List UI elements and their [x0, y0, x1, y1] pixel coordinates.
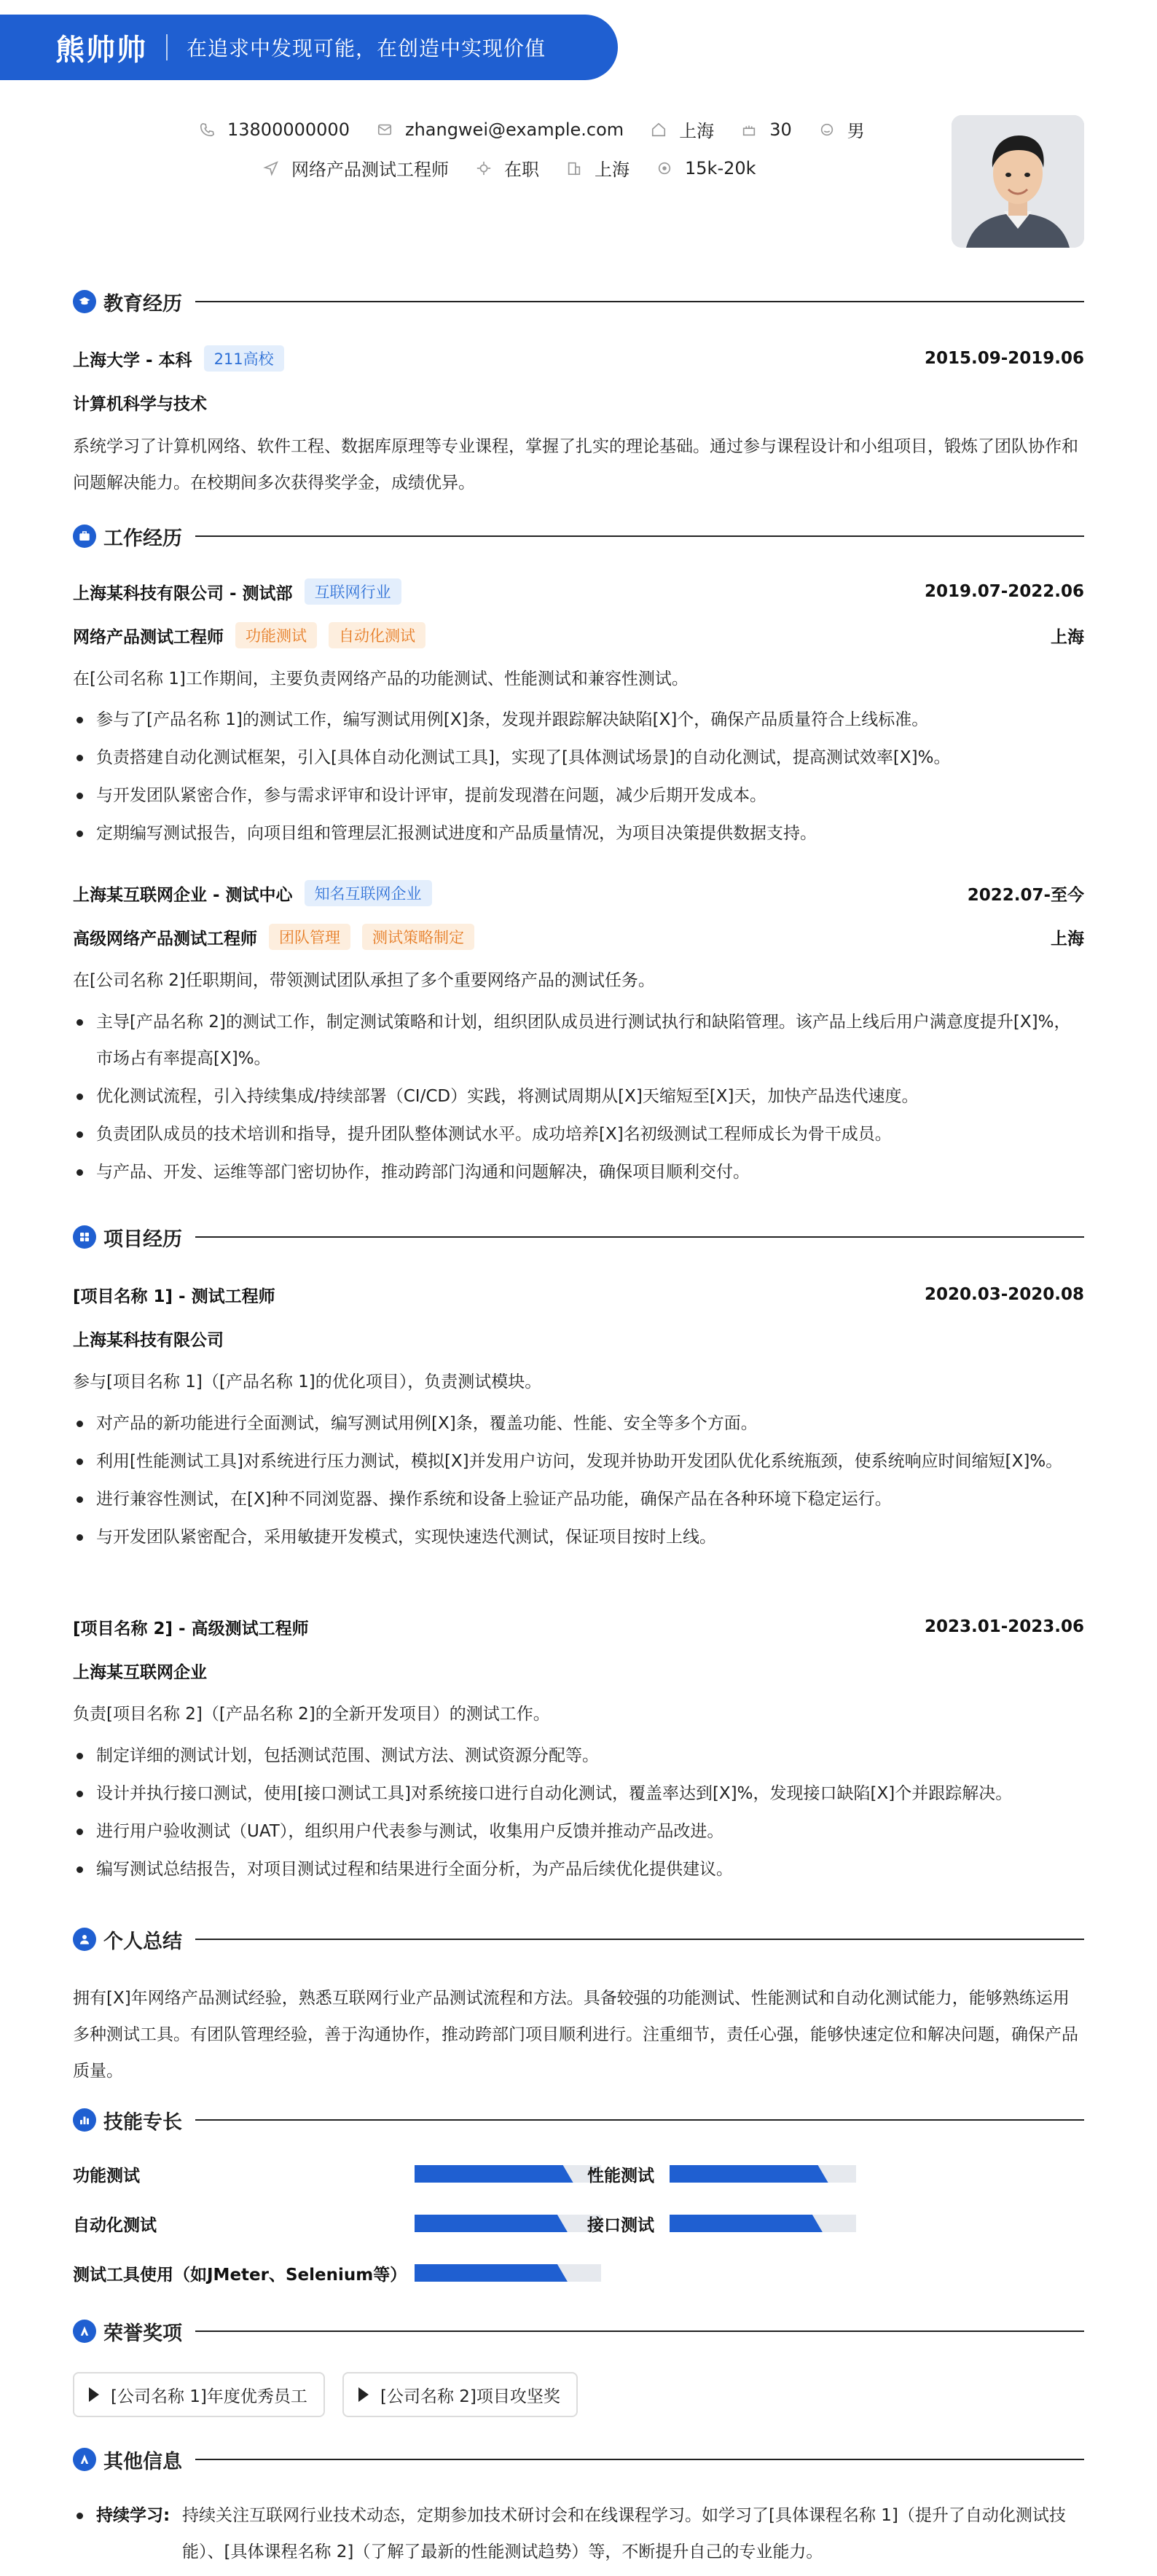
play-triangle-icon [358, 2387, 369, 2402]
section-awards [73, 2317, 1084, 2346]
city-text: 上海 [595, 160, 630, 180]
gender-text: 男 [847, 121, 865, 141]
bar-chart-icon [73, 2108, 96, 2132]
status-icon [474, 158, 494, 178]
header-divider [166, 34, 168, 60]
education-header [73, 344, 1084, 373]
project-company: 上海某科技有限公司 [73, 1330, 224, 1350]
skill-bar [415, 2215, 601, 2232]
education-date: 2015.09-2019.06 [924, 349, 1084, 368]
summary-text: 拥有[X]年网络产品测试经验，熟悉互联网行业产品测试流程和方法。具备较强的功能测试、性能测试和自动化测试能力，能够熟练运用多种测试工具。有团队管理经验，善于沟通协作，推动跨部门项目顺利进行。注重细节，责任心强，能够快速定位和解决问题，确保产品质量。 [73, 1989, 1078, 2081]
graduation-cap-icon [73, 290, 96, 313]
list-item: 设计并执行接口测试，使用[接口测试工具]对系统接口进行自动化测试，覆盖率达到[X]%，发现接口缺陷[X]个并跟踪解决。 [73, 1775, 1084, 1812]
list-item: 参与了[产品名称 1]的测试工作，编写测试用例[X]条，发现并跟踪解决缺陷[X]个，确保产品质量符合上线标准。 [73, 702, 1084, 738]
work-industry-tag: 互联网行业 [305, 578, 401, 605]
project-name: [项目名称 1] - 测试工程师 [73, 1287, 275, 1306]
school-tag: 211高校 [204, 345, 284, 372]
phone-icon [197, 119, 217, 140]
list-item: 与开发团队紧密合作，参与需求评审和设计评审，提前发现潜在问题，减少后期开发成本。 [73, 777, 1084, 814]
education-desc: 系统学习了计算机网络、软件工程、数据库原理等专业课程，掌握了扎实的理论基础。通过参与课程设计和小组项目，锻炼了团队协作和问题解决能力。在校期间多次获得奖学金，成绩优异。 [73, 437, 1078, 492]
section-work [73, 522, 1084, 551]
skill-label: 测试工具使用（如JMeter、Selenium等） [73, 2266, 407, 2285]
award-label: [公司名称 1]年度优秀员工 [111, 2387, 307, 2406]
other-info-item [73, 2497, 1084, 2570]
work-1-title-row [73, 621, 1084, 650]
project-date: 2020.03-2020.08 [924, 1285, 1084, 1304]
project-2-header [73, 1612, 1084, 1641]
skill-fill [670, 2215, 823, 2232]
building-icon [564, 158, 584, 178]
project-1-header [73, 1280, 1084, 1309]
work-industry-tag: 知名互联网企业 [305, 880, 432, 906]
info-icon [73, 2448, 96, 2471]
list-item: 编写测试总结报告，对项目测试过程和结果进行全面分析，为产品后续优化提供建议。 [73, 1851, 1084, 1888]
contact-row [197, 117, 890, 142]
section-divider [195, 301, 1084, 302]
skill-label: 功能测试 [73, 2167, 140, 2186]
briefcase-icon [73, 525, 96, 548]
send-icon [261, 158, 281, 178]
section-title: 荣誉奖项 [103, 2322, 182, 2345]
bullet-dot [77, 2513, 83, 2519]
list-item: 定期编写测试报告，向项目组和管理层汇报测试进度和产品质量情况，为项目决策提供数据支持。 [73, 815, 1084, 852]
list-item: 制定详细的测试计划，包括测试范围、测试方法、测试资源分配等。 [73, 1737, 1084, 1774]
project-1-company-row [73, 1324, 1084, 1353]
work-date: 2019.07-2022.06 [924, 582, 1084, 601]
age-icon [739, 119, 759, 140]
slogan: 在追求中发现可能，在创造中实现价值 [187, 36, 546, 60]
section-title: 其他信息 [103, 2450, 182, 2473]
project-name: [项目名称 2] - 高级测试工程师 [73, 1619, 309, 1638]
list-item: 负责团队成员的技术培训和指导，提升团队整体测试水平。成功培养[X]名初级测试工程师成长为骨干成员。 [73, 1116, 1084, 1152]
list-item: 与产品、开发、运维等部门密切协作，推动跨部门沟通和问题解决，确保项目顺利交付。 [73, 1154, 1084, 1190]
list-item: 对产品的新功能进行全面测试，编写测试用例[X]条，覆盖功能、性能、安全等多个方面。 [73, 1405, 1084, 1442]
section-divider [195, 1939, 1084, 1940]
award-label: [公司名称 2]项目攻坚奖 [380, 2387, 560, 2406]
list-item: 进行兼容性测试，在[X]种不同浏览器、操作系统和设备上验证产品功能，确保产品在各种环境下稳定运行。 [73, 1481, 1084, 1517]
work-skill-tag: 测试策略制定 [362, 924, 474, 950]
avatar-photo [952, 115, 1084, 248]
work-date: 2022.07-至今 [967, 885, 1084, 905]
skill-bar [670, 2165, 856, 2183]
work-company: 上海某科技有限公司 - 测试部 [73, 584, 293, 603]
section-divider [195, 2119, 1084, 2121]
salary-icon [654, 158, 675, 178]
list-item: 与开发团队紧密配合，采用敏捷开发模式，实现快速迭代测试，保证项目按时上线。 [73, 1519, 1084, 1555]
project-intro: 参与[项目名称 1]（[产品名称 1]的优化项目），负责测试模块。 [73, 1373, 542, 1391]
skill-fill [415, 2264, 568, 2282]
major-row [73, 388, 1084, 417]
hometown-text: 上海 [679, 121, 715, 141]
project-1-bullets [73, 1405, 1084, 1557]
work-skill-tag: 功能测试 [235, 622, 317, 648]
user-icon [73, 1928, 96, 1951]
age-text: 30 [769, 119, 792, 140]
work-company: 上海某互联网企业 - 测试中心 [73, 885, 293, 905]
skill-fill [415, 2215, 568, 2232]
work-intro: 在[公司名称 1]工作期间，主要负责网络产品的功能测试、性能测试和兼容性测试。 [73, 669, 689, 688]
award-item [73, 2372, 325, 2417]
section-divider [195, 2459, 1084, 2460]
project-2-company-row [73, 1656, 1084, 1685]
salary-text: 15k-20k [685, 157, 756, 178]
work-title: 网络产品测试工程师 [73, 627, 224, 647]
work-skill-tag: 团队管理 [269, 924, 350, 950]
section-education [73, 287, 1084, 316]
work-2-header [73, 879, 1084, 908]
award-item [342, 2372, 578, 2417]
section-projects [73, 1222, 1084, 1252]
gender-icon [817, 119, 837, 140]
other-info-value: 持续关注互联网行业技术动态，定期参加技术研讨会和在线课程学习。如学习了[具体课程名称 1]（提升了自动化测试技能）、[具体课程名称 2]（了解了最新的性能测试趋势）等，不断提升自己的专业能力。 [182, 2506, 1066, 2561]
email-icon [374, 119, 395, 140]
job-intent-row [261, 155, 781, 181]
skill-label: 性能测试 [587, 2167, 654, 2186]
section-divider [195, 535, 1084, 537]
major: 计算机科学与技术 [73, 394, 207, 414]
work-title: 高级网络产品测试工程师 [73, 929, 257, 949]
section-title: 个人总结 [103, 1930, 182, 1953]
work-skill-tag: 自动化测试 [329, 622, 425, 648]
other-info-key: 持续学习: [96, 2506, 170, 2525]
phone-text: 13800000000 [227, 119, 350, 140]
work-intro: 在[公司名称 2]任职期间，带领测试团队承担了多个重要网络产品的测试任务。 [73, 971, 655, 990]
section-title: 技能专长 [103, 2110, 182, 2134]
play-triangle-icon [89, 2387, 99, 2402]
project-date: 2023.01-2023.06 [924, 1617, 1084, 1636]
section-divider [195, 1236, 1084, 1238]
grid-icon [73, 1225, 96, 1249]
skill-bar [415, 2264, 601, 2282]
section-summary [73, 1925, 1084, 1954]
skill-label: 接口测试 [587, 2216, 654, 2235]
list-item: 利用[性能测试工具]对系统进行压力测试，模拟[X]并发用户访问，发现并协助开发团队优化系统瓶颈，使系统响应时间缩短[X]%。 [73, 1443, 1084, 1480]
work-location: 上海 [1051, 627, 1084, 647]
list-item: 优化测试流程，引入持续集成/持续部署（CI/CD）实践，将测试周期从[X]天缩短至[X]天，加快产品迭代速度。 [73, 1078, 1084, 1115]
section-title: 教育经历 [103, 292, 182, 315]
work-location: 上海 [1051, 929, 1084, 949]
award-icon [73, 2320, 96, 2343]
skill-label: 自动化测试 [73, 2216, 157, 2235]
skill-fill [670, 2165, 828, 2183]
header-banner [0, 15, 618, 80]
work-1-bullets [73, 702, 1084, 853]
section-divider [195, 2330, 1084, 2332]
skill-bar [415, 2165, 601, 2183]
school-name: 上海大学 - 本科 [73, 350, 192, 370]
section-other [73, 2445, 1084, 2474]
home-icon [648, 119, 669, 140]
section-title: 工作经历 [103, 527, 182, 550]
status-text: 在职 [504, 160, 539, 180]
list-item: 负责搭建自动化测试框架，引入[具体自动化测试工具]，实现了[具体测试场景]的自动化测试，提高测试效率[X]%。 [73, 739, 1084, 776]
work-2-bullets [73, 1004, 1084, 1192]
project-intro: 负责[项目名称 2]（[产品名称 2]的全新开发项目）的测试工作。 [73, 1705, 550, 1724]
list-item: 进行用户验收测试（UAT），组织用户代表参与测试，收集用户反馈并推动产品改进。 [73, 1813, 1084, 1850]
project-2-bullets [73, 1737, 1084, 1889]
candidate-name: 熊帅帅 [55, 33, 147, 67]
job-target-text: 网络产品测试工程师 [291, 160, 449, 180]
work-2-title-row [73, 922, 1084, 951]
skill-bar [670, 2215, 856, 2232]
email-text: zhangwei@example.com [404, 119, 624, 140]
list-item: 主导[产品名称 2]的测试工作，制定测试策略和计划，组织团队成员进行测试执行和缺陷管理。该产品上线后用户满意度提升[X]%，市场占有率提高[X]%。 [73, 1004, 1084, 1077]
skill-fill [415, 2165, 573, 2183]
work-1-header [73, 577, 1084, 606]
section-title: 项目经历 [103, 1228, 182, 1251]
section-skills [73, 2105, 1084, 2135]
project-company: 上海某互联网企业 [73, 1662, 207, 1682]
